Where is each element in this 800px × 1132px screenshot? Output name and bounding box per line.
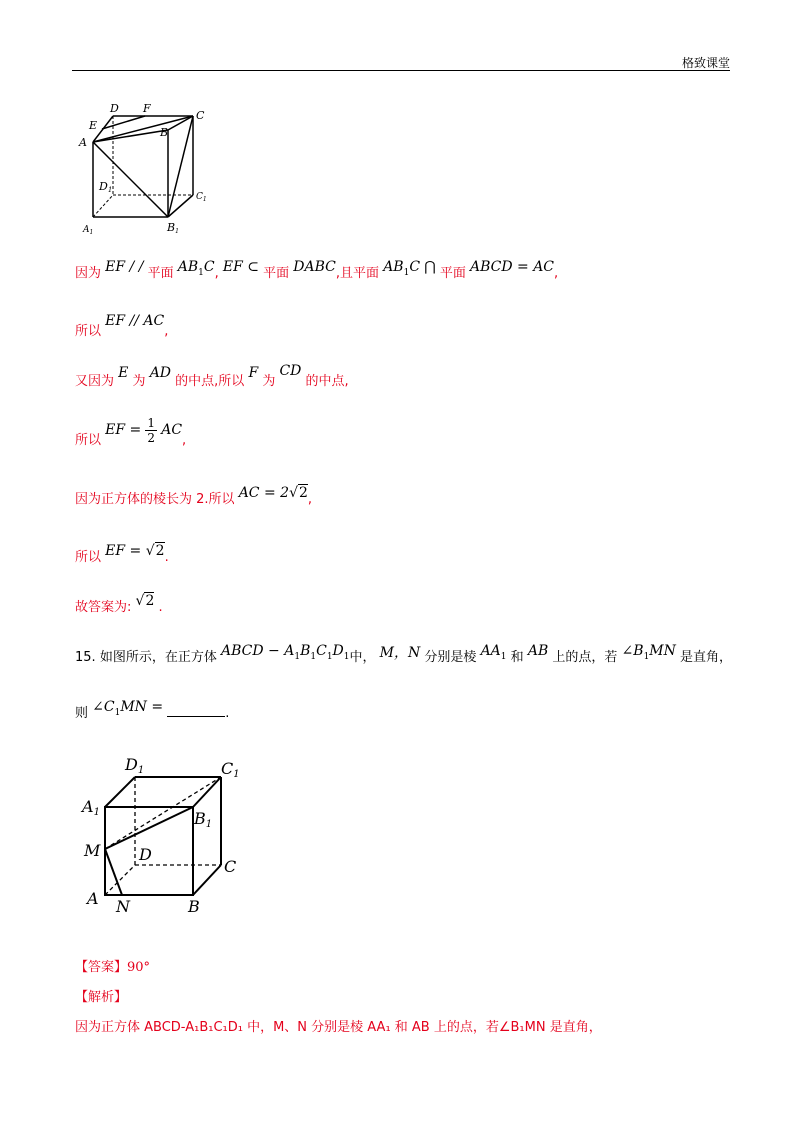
- solution-line-4: 所以 EF = $\frac{1}{2}$ AC,: [75, 416, 187, 448]
- solution-line-3: 又因为 E 为 AD 的中点,所以 F 为 CD 的中点,: [75, 363, 349, 389]
- label-N: N: [116, 897, 130, 916]
- label-D1: D1: [125, 755, 145, 776]
- figure-cube-2: [80, 752, 250, 922]
- question-15-line-1: 15. 如图所示，在正方体 ABCD − $A_1B_1C_1D_1$中， M，N 分别是棱 $AA_1$ 和 AB 上的点，若 $\angle B_1MN$ 是直角，: [75, 643, 733, 665]
- figure-cube-1: [75, 100, 225, 240]
- header-rule: [72, 70, 730, 71]
- label-D: D: [110, 102, 119, 115]
- label-A: A: [79, 136, 87, 149]
- analysis-label: 【解析】: [75, 990, 128, 1005]
- answer-line: 【答案】90°: [75, 960, 151, 975]
- analysis-text: 因为正方体 ABCD-A₁B₁C₁D₁ 中，M、N 分别是棱 AA₁ 和 AB 上的点，若∠B₁MN 是直角，: [75, 1020, 602, 1035]
- solution-line-6: 所以 EF = √2.: [75, 543, 169, 565]
- label-C: C: [224, 857, 237, 876]
- question-15-line-2: 则 $\angle C_1MN$ = .: [75, 699, 230, 721]
- label-D: D: [139, 845, 152, 864]
- fraction-one-half: $\frac{1}{2}$: [147, 416, 156, 445]
- solution-line-5: 因为正方体的棱长为 2.所以 AC = 2√2,: [75, 485, 313, 507]
- header-brand: 格致课堂: [681, 56, 730, 70]
- solution-line-7: 故答案为: √2 .: [75, 593, 163, 615]
- solution-line-2: 所以 EF // AC,: [75, 313, 169, 339]
- label-C1: C1: [221, 759, 240, 780]
- label-A: A: [87, 889, 99, 908]
- label-C: C: [196, 109, 205, 122]
- answer-blank: [167, 704, 225, 717]
- label-B1: B1: [167, 221, 179, 235]
- label-D1: D1: [99, 180, 113, 194]
- label-B: B: [188, 897, 200, 916]
- solution-line-1: 因为 EF / / 平面 $AB_1C$, EF ⊂ 平面 DABC,且平面 $AB_1C$ ⋂ 平面 ABCD = AC,: [75, 259, 559, 281]
- label-B: B: [160, 126, 169, 139]
- label-C1: C1: [196, 192, 207, 203]
- label-A1: A1: [83, 225, 94, 236]
- label-M: M: [84, 841, 101, 860]
- label-F: F: [143, 102, 151, 115]
- label-B1: B1: [194, 809, 213, 830]
- label-A1: A1: [82, 797, 100, 818]
- label-E: E: [89, 119, 98, 132]
